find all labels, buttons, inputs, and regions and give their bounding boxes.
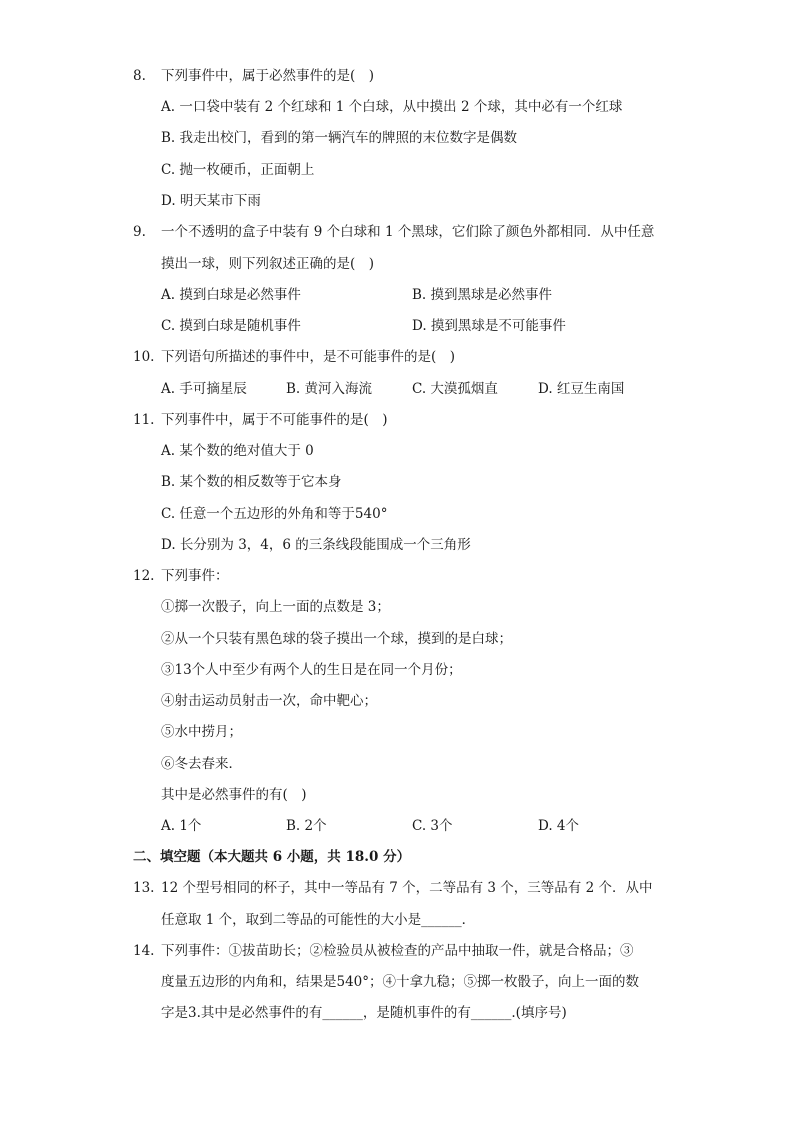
q9-option-d: D. 摸到黑球是不可能事件 (412, 318, 566, 334)
q14-line1: 下列事件：①拔苗助长；②检验员从被检查的产品中抽取一件，就是合格品；③ (161, 943, 634, 959)
q8-option-a: A. 一口袋中装有 2 个红球和 1 个白球，从中摸出 2 个球，其中必有一个红球 (161, 99, 623, 115)
q10-option-c: C. 大漠孤烟直 (412, 381, 498, 397)
q12-option-d: D. 4个 (538, 818, 580, 834)
q11-option-d: D. 长分别为 3，4，6 的三条线段能围成一个三角形 (161, 537, 471, 553)
section-heading: 二、填空题（本大题共 6 小题，共 18.0 分） (133, 849, 411, 865)
q8-number: 8. (133, 68, 146, 84)
q8-option-b: B. 我走出校门，看到的第一辆汽车的牌照的末位数字是偶数 (161, 130, 518, 146)
q13-line2: 任意取 1 个，取到二等品的可能性的大小是______． (161, 912, 476, 928)
q8-option-d: D. 明天某市下雨 (161, 193, 261, 209)
q10-stem: 下列语句所描述的事件中，是不可能事件的是( ) (161, 349, 456, 365)
q14-line3: 字是3.其中是必然事件的有______，是随机事件的有______.(填序号) (161, 1005, 567, 1021)
q12-number: 12. (133, 568, 155, 584)
q13-number: 13. (133, 880, 155, 896)
q11-number: 11. (133, 412, 155, 428)
q10-number: 10. (133, 349, 155, 365)
q12-option-b: B. 2个 (286, 818, 327, 834)
q12-event-6: ⑥冬去春来． (161, 756, 242, 772)
q12-event-4: ④射击运动员射击一次，命中靶心； (161, 693, 377, 709)
q12-event-5: ⑤水中捞月； (161, 724, 242, 740)
q11-stem: 下列事件中，属于不可能事件的是( ) (161, 412, 388, 428)
q11-option-b: B. 某个数的相反数等于它本身 (161, 474, 342, 490)
q9-option-a: A. 摸到白球是必然事件 (161, 287, 301, 303)
q10-option-b: B. 黄河入海流 (286, 381, 373, 397)
q12-ask: 其中是必然事件的有( ) (161, 787, 307, 803)
q10-option-a: A. 手可摘星辰 (161, 381, 247, 397)
q12-event-2: ②从一个只装有黑色球的袋子摸出一个球，摸到的是白球； (161, 631, 512, 647)
q12-stem: 下列事件： (161, 568, 229, 584)
q12-event-3: ③13个人中至少有两个人的生日是在同一个月份； (161, 662, 462, 678)
q10-option-d: D. 红豆生南国 (538, 381, 625, 397)
q11-option-c: C. 任意一个五边形的外角和等于540° (161, 506, 388, 522)
q8-option-c: C. 抛一枚硬币，正面朝上 (161, 162, 315, 178)
q12-option-a: A. 1个 (161, 818, 202, 834)
q9-option-c: C. 摸到白球是随机事件 (161, 318, 301, 334)
q8-stem: 下列事件中，属于必然事件的是( ) (161, 68, 375, 84)
q9-stem-line2: 摸出一球，则下列叙述正确的是( ) (161, 256, 375, 272)
q12-event-1: ①掷一次骰子，向上一面的点数是 3； (161, 599, 390, 615)
q9-stem-line1: 一个不透明的盒子中装有 9 个白球和 1 个黑球，它们除了颜色外都相同．从中任意 (161, 224, 655, 240)
q9-option-b: B. 摸到黑球是必然事件 (412, 287, 553, 303)
q11-option-a: A. 某个数的绝对值大于 0 (161, 443, 314, 459)
q14-line2: 度量五边形的内角和，结果是540°；④十拿九稳；⑤掷一枚骰子，向上一面的数 (161, 974, 640, 990)
q13-line1: 12 个型号相同的杯子，其中一等品有 7 个，二等品有 3 个，三等品有 2 个．从中 (161, 880, 653, 896)
q12-option-c: C. 3个 (412, 818, 453, 834)
q9-number: 9. (133, 224, 146, 240)
q14-number: 14. (133, 943, 155, 959)
